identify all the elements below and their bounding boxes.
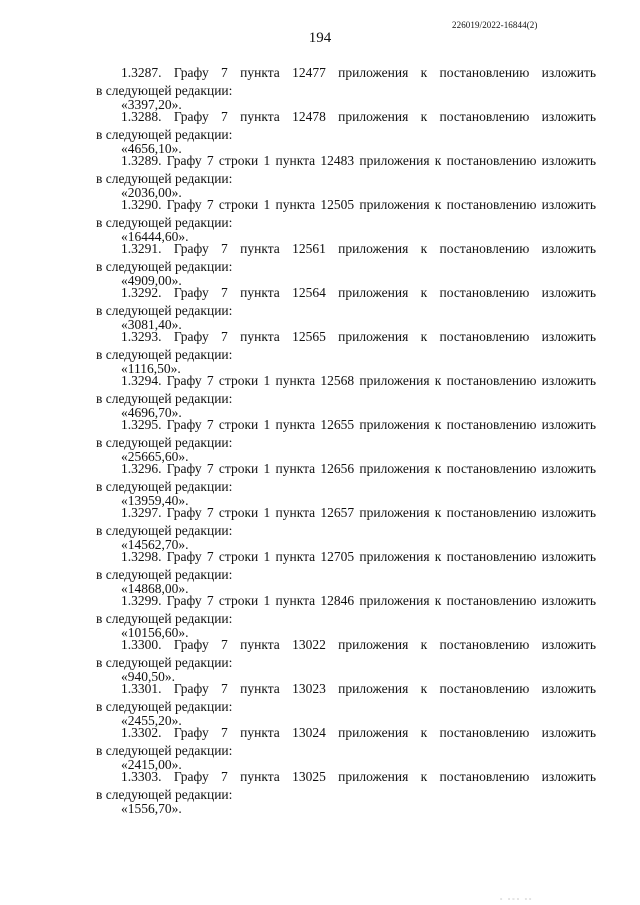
amendment-instruction-continuation: в следующей редакции: bbox=[96, 171, 233, 186]
amendment-instruction-continuation: в следующей редакции: bbox=[96, 743, 233, 758]
amendment-item bbox=[96, 150, 596, 200]
amendment-new-value: «13959,40». bbox=[121, 493, 189, 508]
amendment-item bbox=[96, 590, 596, 640]
scan-artifact-mark: ° °°° °° bbox=[500, 898, 534, 904]
amendment-instruction: 1.3289. Графу 7 строки 1 пункта 12483 приложения к постановлению изложить bbox=[121, 153, 596, 168]
amendment-instruction: 1.3293. Графу 7 пункта 12565 приложения к постановлению изложить bbox=[121, 329, 596, 344]
amendment-new-value: «16444,60». bbox=[121, 229, 189, 244]
amendment-instruction-continuation: в следующей редакции: bbox=[96, 655, 233, 670]
amendment-new-value: «14868,00». bbox=[121, 581, 189, 596]
amendment-instruction-continuation: в следующей редакции: bbox=[96, 83, 233, 98]
amendment-item bbox=[96, 106, 596, 156]
amendment-instruction-continuation: в следующей редакции: bbox=[96, 699, 233, 714]
amendment-instruction-continuation: в следующей редакции: bbox=[96, 127, 233, 142]
amendment-new-value: «14562,70». bbox=[121, 537, 189, 552]
amendment-item bbox=[96, 766, 596, 816]
page-number: 194 bbox=[308, 30, 332, 46]
amendment-list bbox=[96, 62, 596, 816]
amendment-new-value: «940,50». bbox=[121, 669, 175, 684]
amendment-instruction: 1.3300. Графу 7 пункта 13022 приложения к постановлению изложить bbox=[121, 637, 596, 652]
amendment-item bbox=[96, 414, 596, 464]
amendment-new-value: «1556,70». bbox=[121, 801, 182, 816]
amendment-instruction-continuation: в следующей редакции: bbox=[96, 347, 233, 362]
amendment-instruction: 1.3299. Графу 7 строки 1 пункта 12846 приложения к постановлению изложить bbox=[121, 593, 596, 608]
amendment-item bbox=[96, 722, 596, 772]
amendment-instruction-continuation: в следующей редакции: bbox=[96, 259, 233, 274]
amendment-item bbox=[96, 282, 596, 332]
amendment-instruction-continuation: в следующей редакции: bbox=[96, 391, 233, 406]
amendment-instruction: 1.3302. Графу 7 пункта 13024 приложения к постановлению изложить bbox=[121, 725, 596, 740]
amendment-new-value: «2036,00». bbox=[121, 185, 182, 200]
amendment-new-value: «2415,00». bbox=[121, 757, 182, 772]
amendment-instruction: 1.3303. Графу 7 пункта 13025 приложения к постановлению изложить bbox=[121, 769, 596, 784]
amendment-instruction: 1.3291. Графу 7 пункта 12561 приложения к постановлению изложить bbox=[121, 241, 596, 256]
document-code: 226019/2022-16844(2) bbox=[452, 20, 538, 30]
amendment-instruction-continuation: в следующей редакции: bbox=[96, 479, 233, 494]
amendment-item bbox=[96, 634, 596, 684]
amendment-item bbox=[96, 546, 596, 596]
amendment-instruction-continuation: в следующей редакции: bbox=[96, 523, 233, 538]
amendment-instruction-continuation: в следующей редакции: bbox=[96, 567, 233, 582]
amendment-new-value: «4656,10». bbox=[121, 141, 182, 156]
amendment-instruction: 1.3290. Графу 7 строки 1 пункта 12505 приложения к постановлению изложить bbox=[121, 197, 596, 212]
amendment-item bbox=[96, 678, 596, 728]
amendment-new-value: «1116,50». bbox=[121, 361, 181, 376]
amendment-item bbox=[96, 458, 596, 508]
amendment-instruction-continuation: в следующей редакции: bbox=[96, 611, 233, 626]
amendment-new-value: «4909,00». bbox=[121, 273, 182, 288]
amendment-item bbox=[96, 238, 596, 288]
amendment-instruction: 1.3298. Графу 7 строки 1 пункта 12705 приложения к постановлению изложить bbox=[121, 549, 596, 564]
amendment-instruction-continuation: в следующей редакции: bbox=[96, 215, 233, 230]
amendment-instruction: 1.3301. Графу 7 пункта 13023 приложения к постановлению изложить bbox=[121, 681, 596, 696]
amendment-new-value: «10156,60». bbox=[121, 625, 189, 640]
amendment-instruction: 1.3297. Графу 7 строки 1 пункта 12657 приложения к постановлению изложить bbox=[121, 505, 596, 520]
amendment-item bbox=[96, 370, 596, 420]
amendment-instruction: 1.3287. Графу 7 пункта 12477 приложения к постановлению изложить bbox=[121, 65, 596, 80]
amendment-item bbox=[96, 502, 596, 552]
amendment-instruction: 1.3295. Графу 7 строки 1 пункта 12655 приложения к постановлению изложить bbox=[121, 417, 596, 432]
amendment-instruction: 1.3294. Графу 7 строки 1 пункта 12568 приложения к постановлению изложить bbox=[121, 373, 596, 388]
amendment-instruction: 1.3292. Графу 7 пункта 12564 приложения к постановлению изложить bbox=[121, 285, 596, 300]
amendment-item bbox=[96, 62, 596, 112]
amendment-new-value: «3397,20». bbox=[121, 97, 182, 112]
amendment-instruction: 1.3288. Графу 7 пункта 12478 приложения к постановлению изложить bbox=[121, 109, 596, 124]
amendment-new-value: «4696,70». bbox=[121, 405, 182, 420]
amendment-instruction-continuation: в следующей редакции: bbox=[96, 303, 233, 318]
amendment-new-value: «3081,40». bbox=[121, 317, 182, 332]
amendment-instruction-continuation: в следующей редакции: bbox=[96, 435, 233, 450]
amendment-instruction: 1.3296. Графу 7 строки 1 пункта 12656 приложения к постановлению изложить bbox=[121, 461, 596, 476]
amendment-new-value: «2455,20». bbox=[121, 713, 182, 728]
amendment-item bbox=[96, 326, 596, 376]
amendment-item bbox=[96, 194, 596, 244]
amendment-instruction-continuation: в следующей редакции: bbox=[96, 787, 233, 802]
amendment-new-value: «25665,60». bbox=[121, 449, 189, 464]
